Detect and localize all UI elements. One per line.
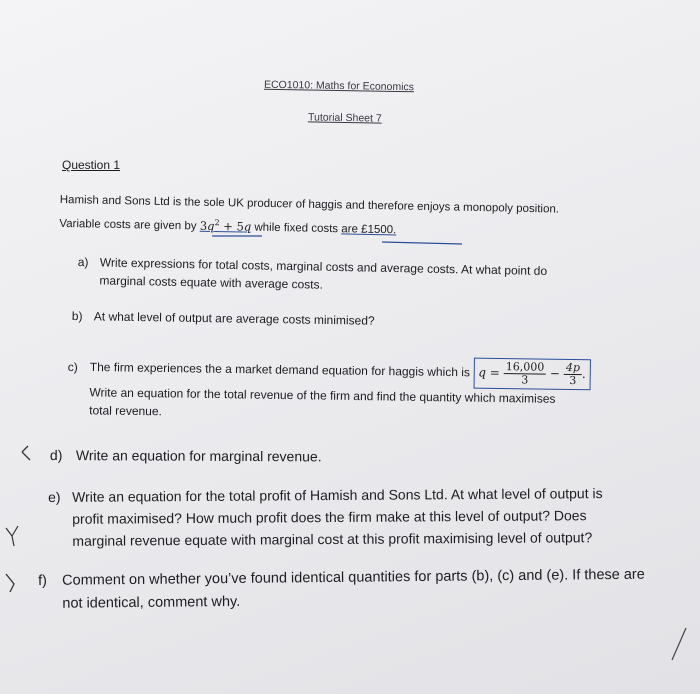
demand-numerator-2: 4p xyxy=(564,362,582,375)
part-d-label: d) xyxy=(49,447,63,464)
part-e-line-2: profit maximised? How much profit does the firm make at this level of output? Does xyxy=(72,507,587,527)
tick-mark-f xyxy=(6,574,14,592)
part-f-line-1: Comment on whether you’ve found identical quantities for parts (b), (c) and (e). If these are xyxy=(62,566,645,589)
demand-lhs: q xyxy=(478,365,487,380)
tick-mark-d xyxy=(22,446,30,460)
demand-denominator-2: 3 xyxy=(569,374,577,388)
part-a-line-1: Write expressions for total costs, marginal costs and average costs. At what point do xyxy=(99,255,548,279)
stray-pen-mark xyxy=(672,628,686,660)
part-d xyxy=(50,446,322,465)
underline-mark-fixed xyxy=(382,242,462,244)
part-d-text: Write an equation for marginal revenue. xyxy=(75,447,322,465)
demand-denominator-1: 3 xyxy=(521,373,529,387)
course-title: ECO1010: Maths for Economics xyxy=(263,78,415,94)
vc-linear-term: + 5 xyxy=(219,218,244,234)
part-b-label: b) xyxy=(71,308,83,324)
vc-coefficient: 3 xyxy=(199,218,208,233)
tutorial-sheet-title: Tutorial Sheet 7 xyxy=(307,111,382,125)
demand-equals: = xyxy=(485,365,504,380)
demand-period: . xyxy=(581,366,586,381)
intro-line-2-text: Variable costs are given by xyxy=(59,217,197,233)
part-a-label: a) xyxy=(77,254,89,270)
part-f-label: f) xyxy=(38,572,48,589)
part-f-line-2: not identical, comment why. xyxy=(62,593,241,612)
demand-minus: − xyxy=(546,366,564,381)
part-a-line-2: marginal costs equate with average costs. xyxy=(99,273,324,292)
demand-equation xyxy=(473,358,591,391)
demand-numerator-1: 16,000 xyxy=(504,361,547,375)
question-intro xyxy=(59,190,559,243)
part-c xyxy=(67,352,591,426)
part-e xyxy=(48,482,603,552)
demand-fraction-1 xyxy=(503,361,546,387)
part-a xyxy=(77,253,547,298)
part-e-line-3: marginal revenue equate with marginal cost at this profit maximising level of output? xyxy=(72,529,593,549)
part-f xyxy=(38,564,645,616)
part-b-text: At what level of output are average costs minimised? xyxy=(93,309,375,328)
part-c-line-1: The firm experiences the a market demand equation for haggis which is xyxy=(89,359,471,380)
vc-variable: q xyxy=(206,218,215,233)
part-e-label: e) xyxy=(48,488,61,505)
fixed-cost-text: are £1500. xyxy=(341,223,397,237)
intro-line-1: Hamish and Sons Ltd is the sole UK producer of haggis and therefore enjoys a monopoly position. xyxy=(59,193,560,216)
variable-cost-expression xyxy=(199,217,252,234)
part-c-label: c) xyxy=(67,359,78,374)
part-c-line-3: total revenue. xyxy=(89,403,162,419)
vc-variable-2: q xyxy=(243,219,252,234)
question-heading: Question 1 xyxy=(62,158,121,172)
demand-fraction-2 xyxy=(564,362,582,387)
tick-mark-e xyxy=(6,526,18,546)
intro-line-2-mid: while fixed costs xyxy=(251,221,342,236)
part-e-line-1: Write an equation for the total profit of Hamish and Sons Ltd. At what level of output is xyxy=(72,485,603,505)
part-b xyxy=(72,307,375,330)
part-c-line-2: Write an equation for the total revenue of the firm and find the quantity which maximises xyxy=(89,385,556,406)
vc-exponent: 2 xyxy=(214,217,220,228)
